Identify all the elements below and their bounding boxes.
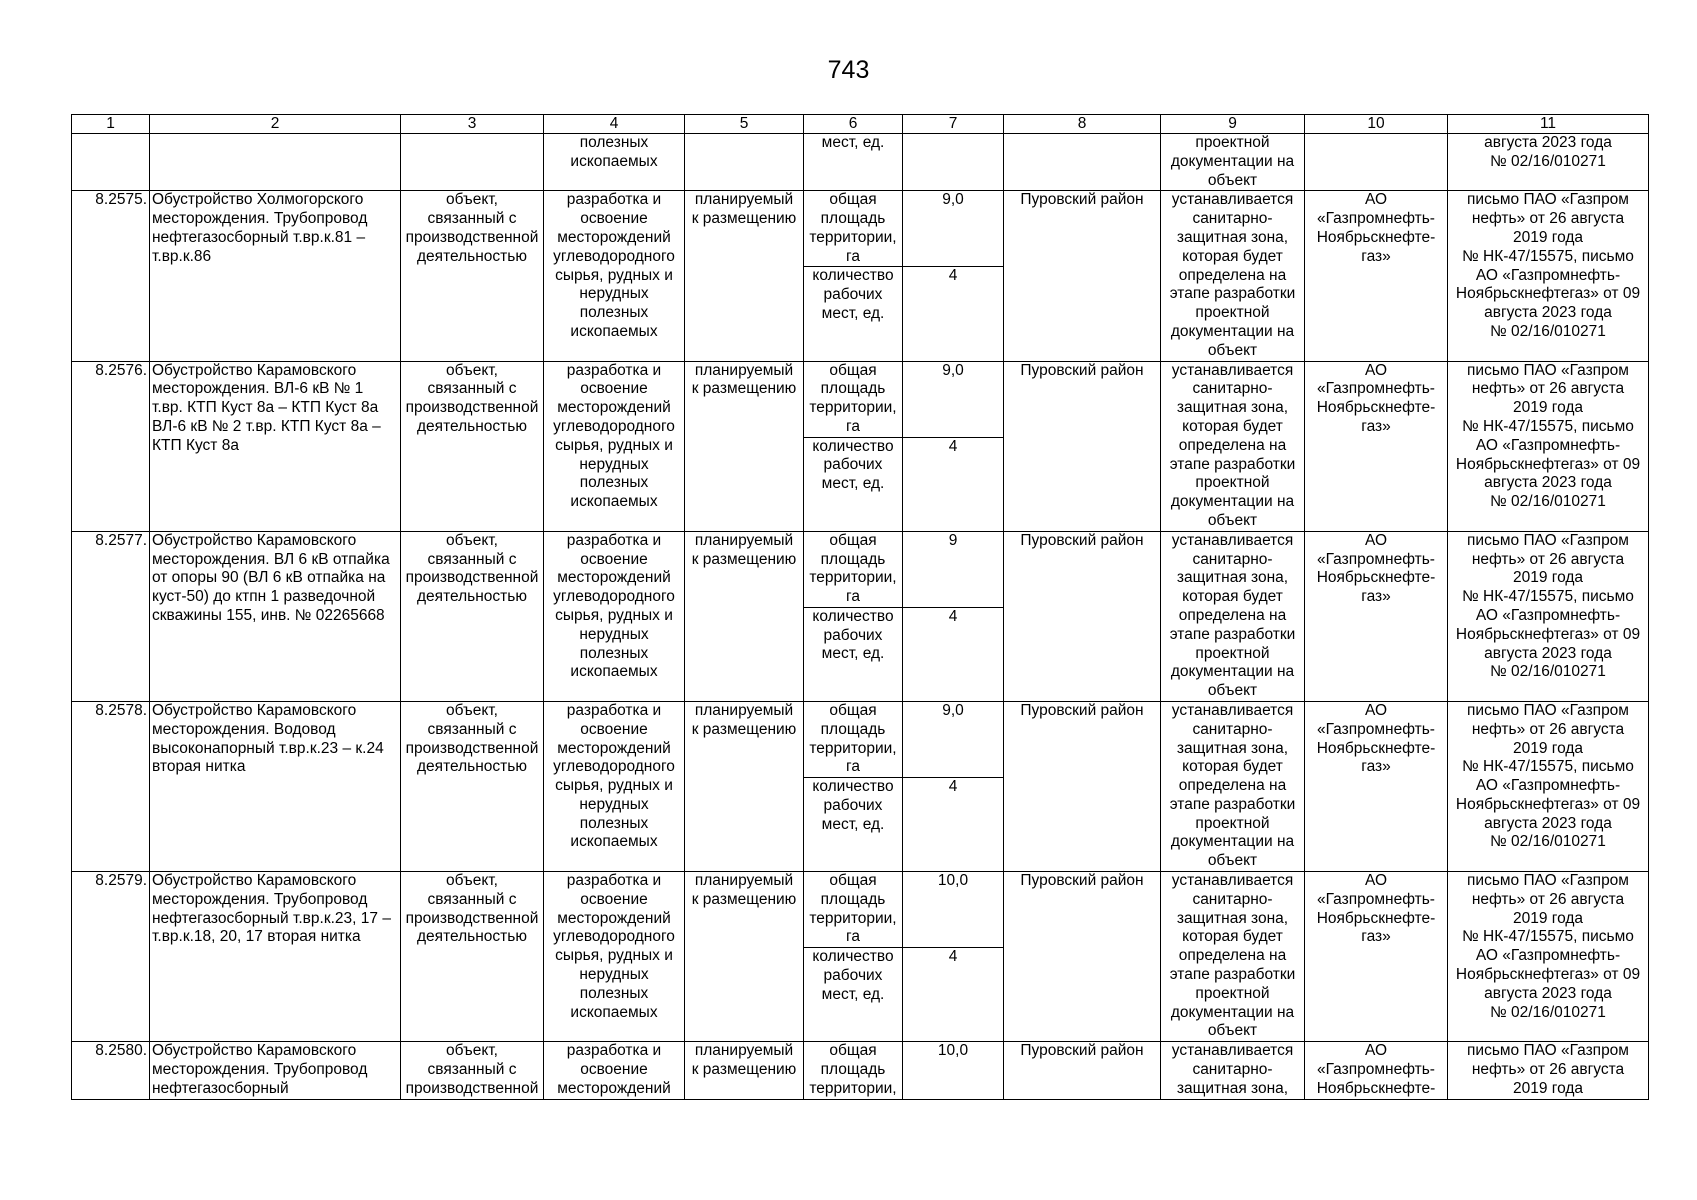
column-number: 4: [544, 115, 685, 134]
cell-purpose: разработка и освоение месторождений углеводородного сырья, рудных и нерудных полезных ископаемых: [544, 701, 685, 871]
cell-status: планируемый к размещению: [685, 531, 804, 701]
column-number: 8: [1004, 115, 1161, 134]
cell-object-type: объект, связанный с производственной: [401, 1042, 544, 1099]
cell-values: [903, 531, 1004, 701]
value-area: 9,0: [903, 702, 1003, 778]
cell-purpose: полезных ископаемых: [544, 134, 685, 191]
cell-location: Пуровский район: [1004, 361, 1161, 531]
cell-object-name: Обустройство Карамовского месторождения. Трубопровод нефтегазосборный: [150, 1042, 401, 1099]
cell-location: Пуровский район: [1004, 701, 1161, 871]
indicator-area: общая площадь территории, га: [804, 362, 902, 438]
column-number: 11: [1448, 115, 1649, 134]
cell-values: [903, 191, 1004, 361]
indicator-area: общая площадь территории,: [804, 1042, 903, 1099]
cell-number: 8.2578.: [72, 701, 150, 871]
cell-object-type: объект, связанный с производственной деятельностью: [401, 191, 544, 361]
value-area: 10,0: [903, 1042, 1004, 1099]
cell-object-name: Обустройство Карамовского месторождения. Водовод высоконапорный т.вр.к.23 – к.24 вторая нитка: [150, 701, 401, 871]
cell-basis: письмо ПАО «Газпром нефть» от 26 августа 2019 года № НК-47/15575, письмо АО «Газпромнефть- Ноябрьскнефтегаз» от 09 августа 2023 года № 02/16/010271: [1448, 701, 1649, 871]
column-number: 9: [1161, 115, 1305, 134]
cell-organization: АО «Газпромнефть- Ноябрьскнефте- газ»: [1305, 361, 1448, 531]
cell-object-name: Обустройство Карамовского месторождения. Трубопровод нефтегазосборный т.вр.к.23, 17 – т.вр.к.18, 20, 17 вторая нитка: [150, 872, 401, 1042]
value-jobs: 4: [948, 607, 958, 625]
cell-object-name: Обустройство Карамовского месторождения. ВЛ-6 кВ № 1 т.вр. КТП Куст 8а – КТП Куст 8а ВЛ-6 кВ № 2 т.вр. КТП Куст 8а – КТП Куст 8а: [150, 361, 401, 531]
cell-indicators: [804, 872, 903, 1042]
column-number: 2: [150, 115, 401, 134]
column-numbers-row: [72, 115, 1649, 134]
value-area: 9: [903, 532, 1003, 608]
cell-object-name: Обустройство Холмогорского месторождения. Трубопровод нефтегазосборный т.вр.к.81 – т.вр.к.86: [150, 191, 401, 361]
cell-basis: письмо ПАО «Газпром нефть» от 26 августа 2019 года № НК-47/15575, письмо АО «Газпромнефть- Ноябрьскнефтегаз» от 09 августа 2023 года № 02/16/010271: [1448, 531, 1649, 701]
indicator-area: общая площадь территории, га: [804, 191, 902, 267]
cell-location: Пуровский район: [1004, 531, 1161, 701]
cell-location: Пуровский район: [1004, 191, 1161, 361]
cell-location: Пуровский район: [1004, 1042, 1161, 1099]
column-number: 7: [903, 115, 1004, 134]
cell-purpose: разработка и освоение месторождений углеводородного сырья, рудных и нерудных полезных ископаемых: [544, 191, 685, 361]
continuation-row: [72, 134, 1649, 191]
cell-object-type: объект, связанный с производственной деятельностью: [401, 701, 544, 871]
cell-number: 8.2580.: [72, 1042, 150, 1099]
page-number: 743: [827, 56, 870, 84]
indicator-area: общая площадь территории, га: [804, 532, 902, 608]
cell-status: планируемый к размещению: [685, 1042, 804, 1099]
column-number: 1: [72, 115, 150, 134]
cell-zone: проектной документации на объект: [1161, 134, 1305, 191]
cell-basis: письмо ПАО «Газпром нефть» от 26 августа 2019 года № НК-47/15575, письмо АО «Газпромнефть- Ноябрьскнефтегаз» от 09 августа 2023 года № 02/16/010271: [1448, 361, 1649, 531]
table-row: [72, 701, 1649, 871]
cell-basis: августа 2023 года № 02/16/010271: [1448, 134, 1649, 191]
cell-number: 8.2579.: [72, 872, 150, 1042]
cell-purpose: разработка и освоение месторождений: [544, 1042, 685, 1099]
cell-purpose: разработка и освоение месторождений углеводородного сырья, рудных и нерудных полезных ископаемых: [544, 872, 685, 1042]
indicator-jobs: количество рабочих мест, ед.: [812, 777, 894, 833]
cell-purpose: разработка и освоение месторождений углеводородного сырья, рудных и нерудных полезных ископаемых: [544, 361, 685, 531]
cell-basis: письмо ПАО «Газпром нефть» от 26 августа 2019 года: [1448, 1042, 1649, 1099]
cell-empty: [1004, 134, 1161, 191]
value-area: 9,0: [903, 191, 1003, 267]
cell-organization: АО «Газпромнефть- Ноябрьскнефте- газ»: [1305, 531, 1448, 701]
cell-zone: устанавливается санитарно- защитная зона, которая будет определена на этапе разработки проектной документации на объект: [1161, 872, 1305, 1042]
cell-object-type: объект, связанный с производственной деятельностью: [401, 531, 544, 701]
cell-empty: [903, 134, 1004, 191]
cell-organization: АО «Газпромнефть- Ноябрьскнефте- газ»: [1305, 191, 1448, 361]
cell-zone: устанавливается санитарно- защитная зона, которая будет определена на этапе разработки проектной документации на объект: [1161, 701, 1305, 871]
cell-number: 8.2575.: [72, 191, 150, 361]
column-number: 10: [1305, 115, 1448, 134]
cell-indicators: [804, 361, 903, 531]
cell-number: 8.2577.: [72, 531, 150, 701]
cell-location: Пуровский район: [1004, 872, 1161, 1042]
indicator-jobs: количество рабочих мест, ед.: [812, 948, 894, 1003]
cell-organization: АО «Газпромнефть- Ноябрьскнефте- газ»: [1305, 872, 1448, 1042]
cell-zone: устанавливается санитарно- защитная зона, которая будет определена на этапе разработки проектной документации на объект: [1161, 361, 1305, 531]
column-number: 3: [401, 115, 544, 134]
cell-basis: письмо ПАО «Газпром нефть» от 26 августа 2019 года № НК-47/15575, письмо АО «Газпромнефть- Ноябрьскнефтегаз» от 09 августа 2023 года № 02/16/010271: [1448, 191, 1649, 361]
cell-indicators: [804, 191, 903, 361]
indicator-jobs: количество рабочих мест, ед.: [812, 437, 894, 493]
cell-values: [903, 361, 1004, 531]
cell-basis: письмо ПАО «Газпром нефть» от 26 августа 2019 года № НК-47/15575, письмо АО «Газпромнефть- Ноябрьскнефтегаз» от 09 августа 2023 года № 02/16/010271: [1448, 872, 1649, 1042]
cell-zone: устанавливается санитарно- защитная зона, которая будет определена на этапе разработки проектной документации на объект: [1161, 191, 1305, 361]
cell-zone: устанавливается санитарно- защитная зона, которая будет определена на этапе разработки проектной документации на объект: [1161, 531, 1305, 701]
value-jobs: 4: [948, 267, 958, 285]
table-row: [72, 1042, 1649, 1099]
table-row: [72, 191, 1649, 361]
cell-empty: [685, 134, 804, 191]
cell-indicators: [804, 701, 903, 871]
table-row: [72, 872, 1649, 1042]
column-number: 5: [685, 115, 804, 134]
cell-object-type: объект, связанный с производственной деятельностью: [401, 361, 544, 531]
value-jobs: 4: [948, 777, 958, 795]
value-area: 10,0: [903, 872, 1003, 948]
cell-indicator: мест, ед.: [804, 134, 903, 191]
cell-number: 8.2576.: [72, 361, 150, 531]
cell-status: планируемый к размещению: [685, 872, 804, 1042]
cell-status: планируемый к размещению: [685, 191, 804, 361]
indicator-area: общая площадь территории, га: [804, 702, 902, 778]
cell-object-name: Обустройство Карамовского месторождения. ВЛ 6 кВ отпайка от опоры 90 (ВЛ 6 кВ отпайка на куст-50) до ктпн 1 разведочной скважины 155, инв. № 02265668: [150, 531, 401, 701]
cell-values: [903, 701, 1004, 871]
cell-empty: [1305, 134, 1448, 191]
cell-values: [903, 872, 1004, 1042]
indicator-area: общая площадь территории, га: [804, 872, 902, 948]
cell-status: планируемый к размещению: [685, 701, 804, 871]
indicator-jobs: количество рабочих мест, ед.: [812, 607, 894, 663]
cell-indicators: [804, 531, 903, 701]
cell-zone: устанавливается санитарно- защитная зона,: [1161, 1042, 1305, 1099]
cell-object-type: объект, связанный с производственной деятельностью: [401, 872, 544, 1042]
cell-organization: АО «Газпромнефть- Ноябрьскнефте- газ»: [1305, 701, 1448, 871]
table-row: [72, 531, 1649, 701]
cell-purpose: разработка и освоение месторождений углеводородного сырья, рудных и нерудных полезных ископаемых: [544, 531, 685, 701]
table-row: [72, 361, 1649, 531]
objects-table: [71, 114, 1649, 1100]
value-jobs: 4: [948, 948, 958, 966]
cell-empty: [401, 134, 544, 191]
value-jobs: 4: [948, 437, 958, 455]
column-number: 6: [804, 115, 903, 134]
cell-empty: [72, 134, 150, 191]
cell-status: планируемый к размещению: [685, 361, 804, 531]
cell-organization: АО «Газпромнефть- Ноябрьскнефте-: [1305, 1042, 1448, 1099]
cell-empty: [150, 134, 401, 191]
value-area: 9,0: [903, 362, 1003, 438]
indicator-jobs: количество рабочих мест, ед.: [812, 267, 894, 322]
